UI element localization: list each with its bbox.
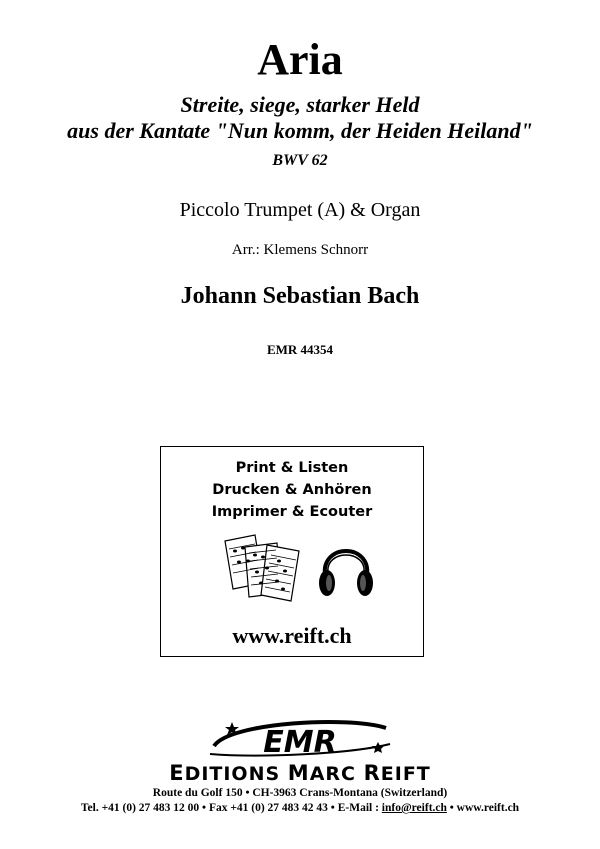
publisher-name-f: EIFT (380, 763, 431, 785)
publisher-name-b: DITIONS (184, 763, 288, 785)
print-listen-box (160, 446, 424, 657)
publisher-contact (0, 801, 600, 815)
subtitle-line-2: aus der Kantate "Nun komm, der Heiden Heiland" (67, 118, 533, 143)
instrumentation: Piccolo Trumpet (A) & Organ (179, 199, 421, 221)
edition-number: EMR 44354 (266, 342, 334, 357)
publisher-name-e: R (363, 761, 381, 785)
headphones-icon (317, 535, 375, 601)
logo-lettering: EMR (263, 725, 337, 760)
promo-line-german: Drucken & Anhören (212, 482, 372, 498)
publisher-name-a: E (169, 761, 185, 785)
publisher-name-c: M (287, 761, 310, 785)
composer: Johann Sebastian Bach (180, 283, 420, 309)
email-link[interactable]: info@reift.ch (381, 802, 447, 814)
catalog-number: BWV 62 (272, 152, 328, 169)
publisher-name-d: ARC (309, 763, 364, 785)
contact-website: • www.reift.ch (446, 802, 520, 814)
arranger: Arr.: Klemens Schnorr (231, 242, 369, 258)
page-title: Aria (257, 35, 343, 84)
emr-logo (200, 714, 400, 760)
publisher-name (0, 762, 600, 785)
publisher-address: Route du Golf 150 • CH-3963 Crans-Montana (Switzerland) (152, 787, 448, 799)
subtitle-line-1: Streite, siege, starker Held (180, 92, 420, 117)
website-url[interactable]: www.reift.ch (232, 623, 352, 648)
promo-line-french: Imprimer & Ecouter (211, 504, 373, 520)
promo-line-english: Print & Listen (235, 460, 349, 476)
contact-phone-fax: Tel. +41 (0) 27 483 12 00 • Fax +41 (0) 27 483 42 43 • E-Mail : (80, 802, 382, 814)
sheet-music-icon (221, 531, 305, 605)
